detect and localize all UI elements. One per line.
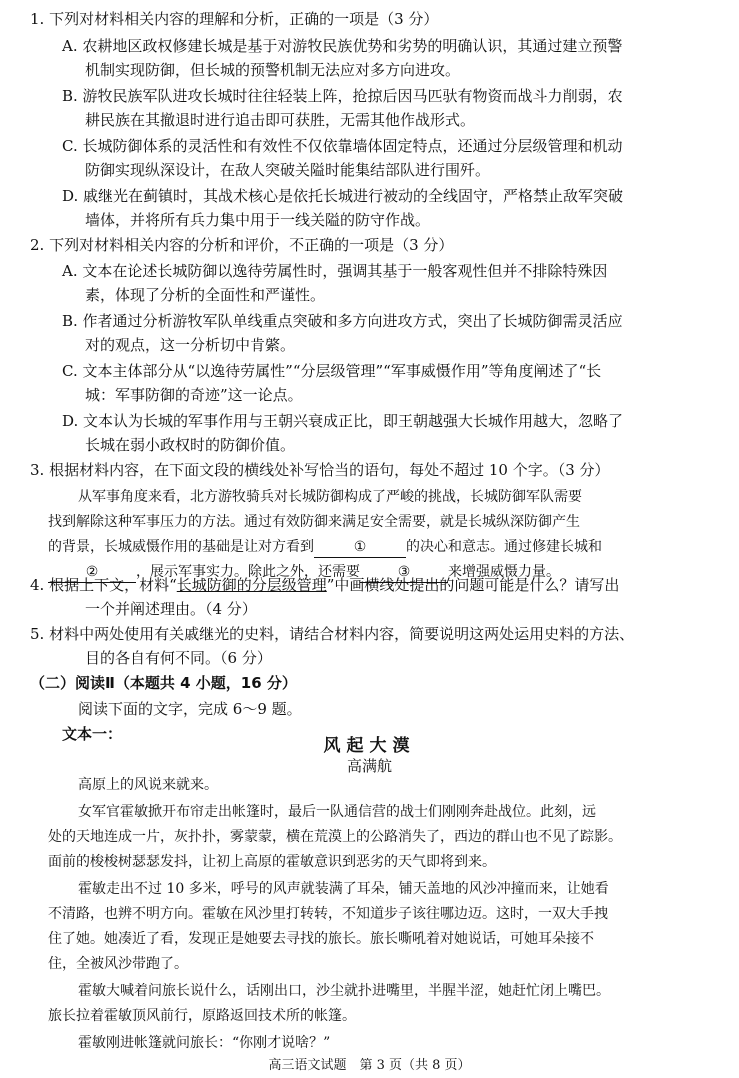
question-line: 找到解除这种军事压力的方法。通过有效防御来满足安全需要，就是长城纵深防御产生 [48,514,580,530]
article-line: 不清路，也辨不明方向。霍敏在风沙里打转转，不知道步子该往哪边迈。这时，一双大手拽 [48,906,608,922]
question-line: 3. 根据材料内容，在下面文段的横线处补写恰当的语句，每处不超过 10 个字。（3 分） [30,461,610,479]
question-line: C. 长城防御体系的灵活性和有效性不仅依靠墙体固定特点，还通过分层级管理和机动 [62,137,623,155]
underlined-term: 长城防御的分层级管理 [176,576,327,594]
question-line: 目的各自有何不同。（6 分） [85,649,272,667]
question-line: B. 作者通过分析游牧军队单线重点突破和多方向进攻方式，突出了长城防御需灵活应 [62,312,623,330]
article-line: 处的天地连成一片，灰扑扑，雾蒙蒙，横在荒漠上的公路消失了，西边的群山也不见了踪影。 [48,829,622,845]
article-line: 霍敏刚进帐篷就问旅长：“你刚才说啥？” [78,1035,331,1051]
question-line: 从军事角度来看，北方游牧骑兵对长城防御构成了严峻的挑战，长城防御军队需要 [78,489,582,505]
article-line: 霍敏走出不过 10 多米，呼号的风声就装满了耳朵，铺天盖地的风沙冲撞而来，让她看 [78,881,609,897]
blank-line-1-post: 的决心和意志。通过修建长城和 [406,539,602,555]
question-line: 对的观点，这一分析切中肯綮。 [85,336,296,354]
blank-line-2-mid: ，展示军事实力。除此之外，还需要 [136,564,360,580]
question-line: 5. 材料中两处使用有关戚继光的史料，请结合材料内容，简要说明这两处运用史料的方法、 [30,625,635,643]
text-label: 文本一： [62,725,123,743]
question-line: 防御实现纵深设计，在敌人突破关隘时能集结部队进行围歼。 [85,161,491,179]
blank-2: ② [48,562,136,583]
article-line: 住了她。她凑近了看，发现正是她要去寻找的旅长。旅长嘶吼着对她说话，可她耳朵接不 [48,931,594,947]
blank-1: ① [314,537,406,558]
question-line: 耕民族在其撤退时进行追击即可获胜，无需其他作战形式。 [85,111,476,129]
section-heading: （二）阅读Ⅱ（本题共 4 小题，16 分） [30,674,297,692]
question-line: D. 戚继光在蓟镇时，其战术核心是依托长城进行被动的全线固守，严格禁止敌军突破 [62,187,624,205]
page-footer: 高三语文试题 第 3 页（共 8 页） [268,1058,471,1073]
article-line: 面前的梭梭树瑟瑟发抖，让初上高原的霍敏意识到恶劣的天气即将到来。 [48,854,496,870]
question-line: B. 游牧民族军队进攻长城时往往轻装上阵，抢掠后因马匹驮有物资而战斗力削弱，农 [62,87,623,105]
question-line: C. 文本主体部分从“以逸待劳属性”“分层级管理”“军事威慑作用”等角度阐述了“长 [62,362,602,380]
question-4: 4. 根据上下文，材料“长城防御的分层级管理”中画横线处提出的问题可能是什么？请写出 [30,576,620,594]
article-line: 旅长拉着霍敏顶风前行，原路返回技术所的帐篷。 [48,1008,356,1024]
article-line: 住，全被风沙带跑了。 [48,956,188,972]
question-line: 一个并阐述理由。（4 分） [85,600,257,618]
article-line: 高原上的风说来就来。 [78,777,218,793]
blank-line-2-post: 来增强威慑力量。 [448,564,560,580]
question-line: A. 农耕地区政权修建长城是基于对游牧民族优势和劣势的明确认识，其通过建立预警 [62,37,623,55]
question-line: 墙体，并将所有兵力集中用于一线关隘的防守作战。 [85,211,431,229]
article-line: 霍敏大喊着问旅长说什么，话刚出口，沙尘就扑进嘴里，半腥半涩，她赶忙闭上嘴巴。 [78,983,610,999]
question-line: 2. 下列对材料相关内容的分析和评价，不正确的一项是（3 分） [30,236,454,254]
question-line: 1. 下列对材料相关内容的理解和分析，正确的一项是（3 分） [30,10,439,28]
question-line: 素，体现了分析的全面性和严谨性。 [85,286,326,304]
article-line: 女军官霍敏掀开布帘走出帐篷时，最后一队通信营的战士们刚刚奔赴战位。此刻，远 [78,804,596,820]
question-line: A. 文本在论述长城防御以逸待劳属性时，强调其基于一般客观性但并不排除特殊因 [62,262,608,280]
article-author: 高满航 [346,757,392,775]
question-line: 城：军事防御的奇迹”这一论点。 [85,386,303,404]
fill-blank-line-1 [48,537,602,558]
blank-3: ③ [360,562,448,583]
article-title: 风起大漠 [323,736,416,756]
question-line: 机制实现防御，但长城的预警机制无法应对多方向进攻。 [85,61,461,79]
question-line: 长城在弱小政权时的防御价值。 [85,436,296,454]
blank-line-1-pre: 的背景，长城威慑作用的基础是让对方看到 [48,539,314,555]
question-line: D. 文本认为长城的军事作用与王朝兴衰成正比，即王朝越强大长城作用越大，忽略了 [62,412,624,430]
reading-instruction: 阅读下面的文字，完成 6～9 题。 [78,700,302,718]
